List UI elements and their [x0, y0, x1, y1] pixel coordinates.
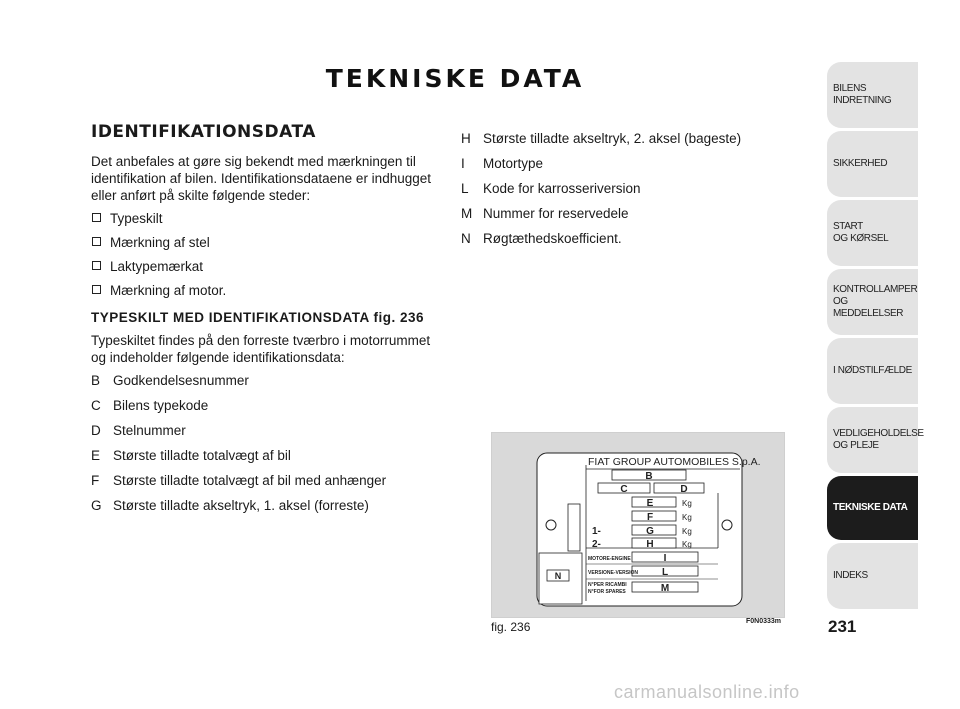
tab-i-nodstilfaelde[interactable]: I NØDSTILFÆLDE: [827, 338, 918, 404]
svg-text:N: N: [554, 571, 562, 581]
subsection-text: Typeskiltet findes på den forreste tværbro i motorrummet og indeholder følgende identifikationsdata:: [91, 333, 431, 365]
bullet-item: Mærkning af stel: [91, 234, 436, 251]
list-item: D Stelnummer: [91, 423, 186, 438]
svg-text:C: C: [620, 484, 628, 495]
tab-kontrollamper[interactable]: KONTROLLAMPER OG MEDDELELSER: [827, 269, 918, 335]
svg-text:MOTORE-ENGINE: MOTORE-ENGINE: [588, 556, 631, 562]
rivet-hole-icon: [546, 520, 556, 530]
left-column: [91, 124, 436, 522]
section-title: IDENTIFIKATIONSDATA: [91, 122, 316, 142]
svg-text:L: L: [661, 567, 669, 578]
svg-text:VERSIONE-VERSION: VERSIONE-VERSION: [588, 570, 639, 576]
type-plate-illustration: [492, 433, 784, 617]
tab-sikkerhed[interactable]: SIKKERHED: [827, 131, 918, 197]
figure-code: F0N0333m: [746, 618, 782, 625]
bullet-item: Laktypemærkat: [91, 258, 436, 275]
checkbox-bullet-icon: [92, 213, 101, 222]
svg-text:E: E: [646, 498, 654, 509]
list-item: B Godkendelsesnummer: [91, 373, 249, 388]
list-item: F Største tilladte totalvægt af bil med anhænger: [91, 473, 387, 488]
checkbox-bullet-icon: [92, 237, 101, 246]
plate-header: FIAT GROUP AUTOMOBILES S.p.A.: [588, 456, 761, 468]
list-item: E Største tilladte totalvægt af bil: [91, 448, 291, 463]
bullet-item: Typeskilt: [91, 210, 436, 227]
tab-start-og-korsel[interactable]: START OG KØRSEL: [827, 200, 918, 266]
svg-text:N°FOR SPARES: N°FOR SPARES: [588, 589, 626, 595]
tab-indeks[interactable]: INDEKS: [827, 543, 918, 609]
type-plate-figure: [491, 432, 785, 618]
tab-bilens-indretning[interactable]: BILENS INDRETNING: [827, 62, 918, 128]
page-number: 231: [828, 617, 857, 636]
list-item: I Motortype: [461, 156, 544, 171]
list-item: H Største tilladte akseltryk, 2. aksel (bageste): [461, 131, 742, 146]
list-item: C Bilens typekode: [91, 398, 209, 413]
list-item: N Røgtæthedskoefficient.: [461, 231, 622, 246]
right-column: [461, 130, 781, 255]
svg-text:M: M: [660, 583, 670, 594]
svg-text:B: B: [645, 471, 653, 482]
svg-text:1-: 1-: [592, 526, 601, 537]
list-item: M Nummer for reservedele: [461, 206, 629, 221]
bullet-item: Mærkning af motor.: [91, 282, 436, 299]
svg-text:G: G: [646, 526, 654, 537]
svg-text:Kg: Kg: [682, 540, 692, 549]
svg-text:N°PER RICAMBI: N°PER RICAMBI: [588, 582, 627, 588]
tab-vedligeholdelse[interactable]: VEDLIGEHOLDELSE OG PLEJE: [827, 407, 918, 473]
intro-text: Det anbefales at gøre sig bekendt med mærkningen til identifikation af bilen. Identifikationsdataene er indhugget eller anført på skilte følgende steder:: [91, 154, 431, 203]
list-item: L Kode for karrosseriversion: [461, 181, 641, 196]
page-title: TEKNISKE DATA: [325, 64, 585, 93]
svg-text:H: H: [646, 539, 654, 550]
watermark: carmanualsonline.info: [614, 682, 800, 702]
svg-text:2-: 2-: [592, 539, 601, 550]
rivet-hole-icon: [722, 520, 732, 530]
figure-caption: fig. 236: [491, 620, 531, 634]
subsection-title: TYPESKILT MED IDENTIFIKATIONSDATA fig. 236: [91, 310, 425, 325]
svg-text:D: D: [680, 484, 688, 495]
checkbox-bullet-icon: [92, 285, 101, 294]
svg-text:F: F: [646, 512, 654, 523]
svg-text:I: I: [663, 553, 667, 564]
svg-text:Kg: Kg: [682, 513, 692, 522]
svg-text:Kg: Kg: [682, 499, 692, 508]
checkbox-bullet-icon: [92, 261, 101, 270]
svg-text:Kg: Kg: [682, 527, 692, 536]
tab-tekniske-data[interactable]: TEKNISKE DATA: [827, 476, 918, 540]
list-item: G Største tilladte akseltryk, 1. aksel (forreste): [91, 498, 369, 513]
